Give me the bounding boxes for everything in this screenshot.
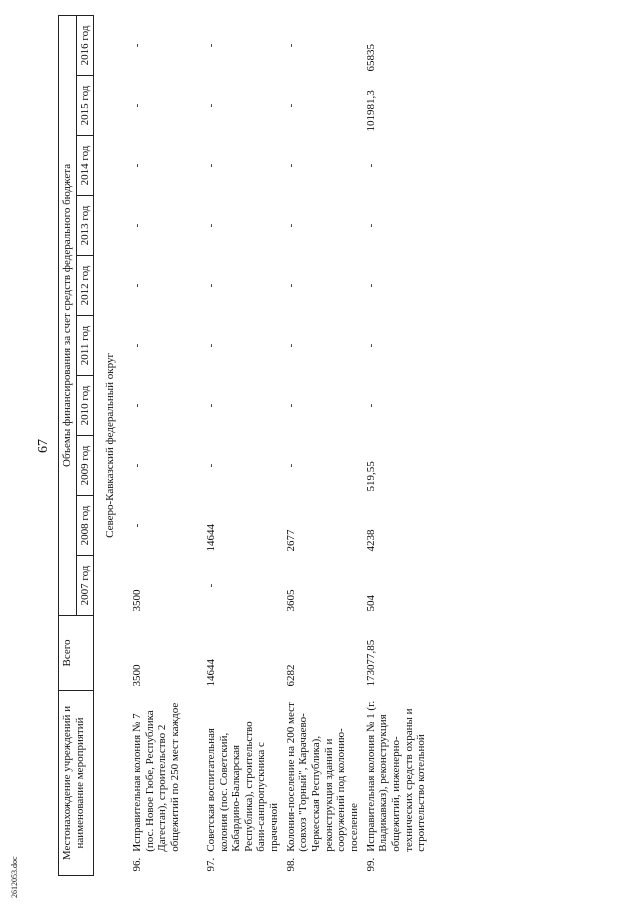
row-value: - xyxy=(130,43,143,48)
row-value: 2677 xyxy=(284,529,297,552)
header-year: 2016 год xyxy=(76,15,94,75)
row-value: 65835 xyxy=(364,44,377,72)
row-value: - xyxy=(284,283,297,288)
row-name: Исправительная колония № 7 (пос. Новое Гюбе, Республика Дагестан), строительство 2 общежитий по 250 мест каждое xyxy=(130,702,181,852)
header-year: 2015 год xyxy=(76,76,94,136)
row-value: - xyxy=(130,283,143,288)
row-value: - xyxy=(364,343,377,348)
row-value: - xyxy=(130,223,143,228)
header-year: 2014 год xyxy=(76,136,94,196)
row-value: - xyxy=(130,523,143,528)
row-value: - xyxy=(130,163,143,168)
row-value: - xyxy=(130,463,143,468)
header-row-1 xyxy=(59,15,77,875)
header-name: Местонахождение учреждений и наименование мероприятий xyxy=(59,691,94,876)
table-row xyxy=(361,15,435,875)
row-index: 96. xyxy=(130,857,143,872)
row-value: - xyxy=(284,463,297,468)
row-index: 97. xyxy=(204,857,217,872)
row-value: - xyxy=(364,163,377,168)
row-index: 98. xyxy=(284,857,297,872)
header-year: 2012 год xyxy=(76,256,94,316)
row-value: 101981,3 xyxy=(364,90,377,132)
row-value: - xyxy=(284,103,297,108)
table-row xyxy=(127,15,201,875)
header-year: 2008 год xyxy=(76,496,94,556)
row-value: - xyxy=(284,343,297,348)
row-name: Колония-поселение на 200 мест (совхоз "Горный", Карачаево-Черкесская Республика), реконструкция зданий и сооружений под колонию-поселение xyxy=(284,702,360,852)
row-name-cell xyxy=(281,691,361,876)
footer-filename: 2612053.doc xyxy=(10,856,19,898)
rotated-page xyxy=(36,16,604,876)
header-year: 2011 год xyxy=(76,316,94,376)
row-value: 519,55 xyxy=(364,461,377,492)
funding-table xyxy=(58,15,435,876)
row-value: - xyxy=(284,223,297,228)
row-name-cell xyxy=(201,691,281,876)
row-value: - xyxy=(364,403,377,408)
row-value: - xyxy=(130,103,143,108)
page-number: 67 xyxy=(36,439,51,453)
row-value: - xyxy=(284,43,297,48)
row-value: - xyxy=(130,343,143,348)
row-value: - xyxy=(204,463,217,468)
header-year: 2010 год xyxy=(76,376,94,436)
row-value: 4238 xyxy=(364,529,377,552)
region-row xyxy=(94,15,127,875)
region-title: Северо-Кавказский федеральный округ xyxy=(104,353,117,538)
row-name: Советская воспитательная колония (пос. Советский, Кабардино-Балкарская Республика), строительство бани-санпропускника с прачечной xyxy=(204,721,281,852)
row-value: - xyxy=(204,283,217,288)
row-total: 3500 xyxy=(130,664,143,687)
row-value: - xyxy=(364,283,377,288)
row-value: - xyxy=(284,163,297,168)
row-value: - xyxy=(204,163,217,168)
header-funding: Объемы финансирования за счет средств федерального бюджета xyxy=(59,15,77,615)
row-value: - xyxy=(284,403,297,408)
row-total: 6282 xyxy=(284,664,297,687)
row-value: - xyxy=(364,223,377,228)
row-value: 3500 xyxy=(130,589,143,612)
row-name-cell xyxy=(361,691,435,876)
table-row xyxy=(281,15,361,875)
row-value: 3605 xyxy=(284,589,297,612)
row-total: 14644 xyxy=(204,659,217,687)
row-value: 504 xyxy=(364,595,377,612)
row-value: - xyxy=(204,103,217,108)
row-index: 99. xyxy=(364,857,377,872)
row-value: - xyxy=(130,403,143,408)
row-value: - xyxy=(204,43,217,48)
header-year: 2009 год xyxy=(76,436,94,496)
row-value: 14644 xyxy=(204,524,217,552)
row-name-cell xyxy=(127,691,201,876)
row-name: Исправительная колония № 1 (г. Владикавказ), реконструкция общежитий, инженерно-технических средств охраны и строительство котельной xyxy=(364,700,428,852)
header-year: 2013 год xyxy=(76,196,94,256)
table-row xyxy=(201,15,281,875)
header-total: Всего xyxy=(59,616,94,691)
row-value: - xyxy=(204,583,217,588)
row-value: - xyxy=(204,403,217,408)
row-total: 173077,85 xyxy=(364,639,377,687)
header-year: 2007 год xyxy=(76,556,94,616)
row-value: - xyxy=(204,343,217,348)
row-value: - xyxy=(204,223,217,228)
